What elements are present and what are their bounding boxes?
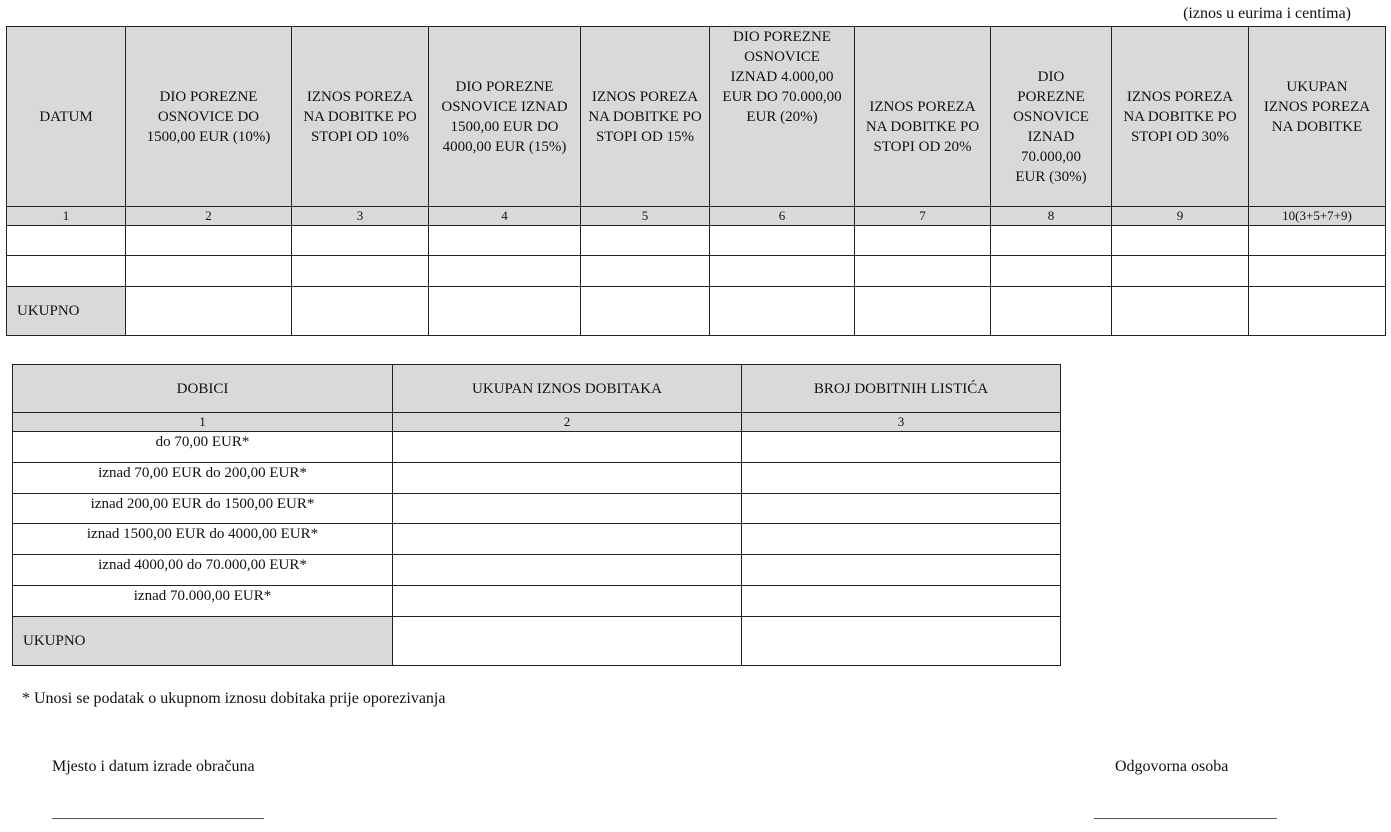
header-cell: DIO POREZNE OSNOVICE DO 1500,00 EUR (10%) <box>126 27 292 207</box>
place-date-line[interactable] <box>52 818 264 819</box>
column-number: 7 <box>855 207 991 226</box>
table-row <box>7 226 1386 256</box>
table-row <box>13 432 1061 463</box>
input-cell[interactable] <box>855 256 991 287</box>
input-cell[interactable] <box>7 226 126 256</box>
column-number: 8 <box>991 207 1112 226</box>
input-cell[interactable] <box>126 256 292 287</box>
input-cell[interactable] <box>393 494 742 524</box>
input-cell[interactable] <box>991 256 1112 287</box>
header-row <box>7 27 1386 207</box>
header-cell: IZNOS POREZA NA DOBITKE PO STOPI OD 15% <box>581 27 710 207</box>
footnote: * Unosi se podatak o ukupnom iznosu dobitaka prije oporezivanja <box>22 690 446 707</box>
column-number: 3 <box>742 413 1061 432</box>
input-cell[interactable] <box>581 287 710 336</box>
table-row <box>13 463 1061 494</box>
header-cell: IZNOS POREZA NA DOBITKE PO STOPI OD 30% <box>1112 27 1249 207</box>
header-cell: DATUM <box>7 27 126 207</box>
input-cell[interactable] <box>1249 226 1386 256</box>
column-number: 1 <box>13 413 393 432</box>
header-cell: DIO POREZNE OSNOVICE IZNAD 1500,00 EUR DO 4000,00 EUR (15%) <box>429 27 581 207</box>
column-number: 4 <box>429 207 581 226</box>
table-row <box>13 524 1061 555</box>
input-cell[interactable] <box>742 586 1061 617</box>
table-row <box>13 586 1061 617</box>
header-cell: DIO POREZNE OSNOVICE IZNAD 4.000,00 EUR DO 70.000,00 EUR (20%) <box>710 27 855 207</box>
input-cell[interactable] <box>393 586 742 617</box>
signature-line[interactable] <box>1094 818 1277 819</box>
table-row <box>13 555 1061 586</box>
input-cell[interactable] <box>292 287 429 336</box>
input-cell[interactable] <box>742 463 1061 494</box>
input-cell[interactable] <box>429 226 581 256</box>
input-cell[interactable] <box>429 256 581 287</box>
header-cell: DIO POREZNE OSNOVICE IZNAD 70.000,00 EUR (30%) <box>991 27 1112 207</box>
header-cell: BROJ DOBITNIH LISTIĆA <box>742 365 1061 413</box>
input-cell[interactable] <box>126 226 292 256</box>
input-cell[interactable] <box>292 226 429 256</box>
column-number: 9 <box>1112 207 1249 226</box>
input-cell[interactable] <box>429 287 581 336</box>
responsible-person-label: Odgovorna osoba <box>1115 758 1229 775</box>
input-cell[interactable] <box>710 287 855 336</box>
input-cell[interactable] <box>1112 226 1249 256</box>
column-number: 1 <box>7 207 126 226</box>
input-cell[interactable] <box>292 256 429 287</box>
input-cell[interactable] <box>710 256 855 287</box>
input-cell[interactable] <box>991 226 1112 256</box>
header-cell: UKUPAN IZNOS DOBITAKA <box>393 365 742 413</box>
column-number: 2 <box>393 413 742 432</box>
unit-note: (iznos u eurima i centima) <box>1183 5 1351 22</box>
header-cell: IZNOS POREZA NA DOBITKE PO STOPI OD 10% <box>292 27 429 207</box>
input-cell[interactable] <box>742 494 1061 524</box>
input-cell[interactable] <box>742 617 1061 666</box>
input-cell[interactable] <box>742 524 1061 555</box>
input-cell[interactable] <box>855 287 991 336</box>
row-label: do 70,00 EUR* <box>13 432 393 463</box>
input-cell[interactable] <box>991 287 1112 336</box>
input-cell[interactable] <box>1249 287 1386 336</box>
tax-calculation-table <box>6 26 1386 336</box>
input-cell[interactable] <box>126 287 292 336</box>
column-number: 10(3+5+7+9) <box>1249 207 1386 226</box>
place-date-label: Mjesto i datum izrade obračuna <box>52 758 255 775</box>
row-label: iznad 200,00 EUR do 1500,00 EUR* <box>13 494 393 524</box>
total-row <box>13 617 1061 666</box>
column-number-row <box>7 207 1386 226</box>
input-cell[interactable] <box>581 226 710 256</box>
column-number: 5 <box>581 207 710 226</box>
column-number: 2 <box>126 207 292 226</box>
column-number: 3 <box>292 207 429 226</box>
table-row <box>13 494 1061 524</box>
row-label: iznad 4000,00 do 70.000,00 EUR* <box>13 555 393 586</box>
total-label: UKUPNO <box>13 617 393 666</box>
input-cell[interactable] <box>393 555 742 586</box>
row-label: iznad 70.000,00 EUR* <box>13 586 393 617</box>
input-cell[interactable] <box>1112 256 1249 287</box>
header-cell: IZNOS POREZA NA DOBITKE PO STOPI OD 20% <box>855 27 991 207</box>
input-cell[interactable] <box>393 524 742 555</box>
input-cell[interactable] <box>393 432 742 463</box>
winnings-table <box>12 364 1061 666</box>
total-label: UKUPNO <box>7 287 126 336</box>
row-label: iznad 1500,00 EUR do 4000,00 EUR* <box>13 524 393 555</box>
input-cell[interactable] <box>742 555 1061 586</box>
input-cell[interactable] <box>710 226 855 256</box>
input-cell[interactable] <box>393 463 742 494</box>
table-row <box>7 256 1386 287</box>
row-label: iznad 70,00 EUR do 200,00 EUR* <box>13 463 393 494</box>
input-cell[interactable] <box>742 432 1061 463</box>
input-cell[interactable] <box>7 256 126 287</box>
input-cell[interactable] <box>1112 287 1249 336</box>
header-cell: DOBICI <box>13 365 393 413</box>
input-cell[interactable] <box>1249 256 1386 287</box>
input-cell[interactable] <box>855 226 991 256</box>
column-number-row <box>13 413 1061 432</box>
total-row <box>7 287 1386 336</box>
column-number: 6 <box>710 207 855 226</box>
input-cell[interactable] <box>393 617 742 666</box>
header-row <box>13 365 1061 413</box>
input-cell[interactable] <box>581 256 710 287</box>
header-cell: UKUPAN IZNOS POREZA NA DOBITKE <box>1249 27 1386 207</box>
